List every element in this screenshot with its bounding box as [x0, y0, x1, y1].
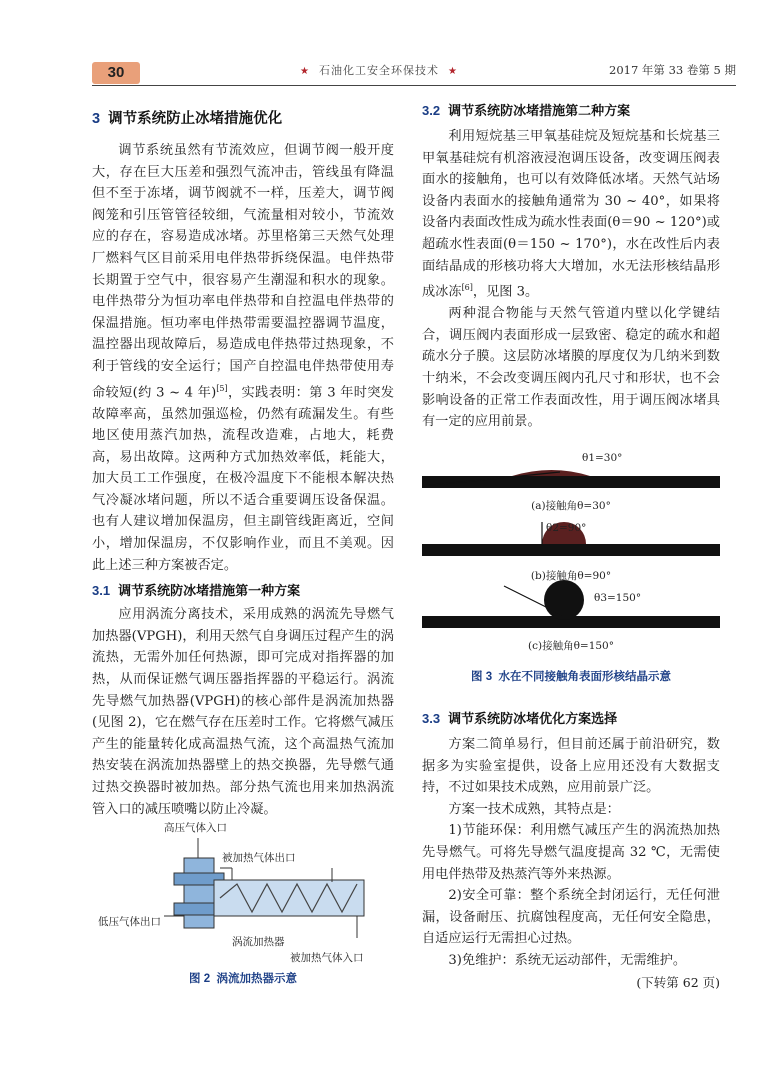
angle-label-a: θ1=30°	[582, 452, 623, 464]
section-number: 3.1	[92, 583, 111, 599]
label-heated-gas-outlet: 被加热气体出口	[222, 852, 296, 864]
section-title: 调节系统防冰堵措施第一种方案	[118, 583, 301, 599]
label-high-pressure-inlet: 高压气体入口	[164, 822, 227, 834]
left-column	[92, 100, 394, 820]
paragraph: 利用短烷基三甲氧基硅烷及短烷基和长烷基三甲氧基硅烷有机溶液浸泡调压设备，改变调压阀表面水的接触角，也可以有效降低冰堵。天然气站场设备内表面水的接触角通常为 30 ~ 40°，如果将设备内表面改性成为疏水性表面(θ＝90 ~ 120°)或超疏水性表面(θ＝150 ~ 170°)，水在改性后内表面结晶成的形核功将大大增加，水无法形核结晶形成冰冻[6]，见图 3。	[422, 129, 720, 300]
star-icon: ★	[300, 66, 310, 77]
paragraph: 应用涡流分离技术，采用成熟的涡流先导燃气加热器(VPGH)，利用天然气自身调压过程产生的涡流热，无需外加任何热源，即可完成对指挥器的加热，从而保证燃气调压器指挥器的平稳运行。涡流先导燃气加热器(VPGH)的核心部件是涡流加热器(见图 2)，它在燃气存在压差时工作。它将燃气减压产生的能量转化成高温热气流，这个高温热气流加热安装在涡流加热器壁上的热交换器，先导燃气通过热交换器时被加热。部分热气流也用来加热涡流管入口的减压喷嘴以防止冷凝。	[92, 607, 394, 817]
paragraph: 方案一技术成熟，其特点是：	[448, 801, 620, 817]
figure-2	[92, 818, 394, 998]
section-title: 调节系统防止冰堵措施优化	[108, 111, 283, 127]
label-low-pressure-outlet: 低压气体出口	[98, 916, 161, 928]
citation[interactable]: [5]	[216, 383, 228, 393]
subcaption-b: (b)接触角θ=90°	[530, 570, 612, 582]
section-number: 3.3	[422, 711, 441, 726]
section-title: 调节系统防冰堵优化方案选择	[448, 711, 618, 726]
issue-info: 2017 年第 33 卷第 5 期	[609, 63, 736, 77]
section-number: 3.2	[422, 103, 441, 118]
angle-label-b: θ2=90°	[546, 522, 587, 534]
paragraph: 2)安全可靠：整个系统全封闭运行，无任何泄漏，设备耐压、抗腐蚀程度高，无任何安全隐患，自适应运行无需担心过热。	[422, 888, 720, 947]
figure-2-caption: 图 2 涡流加热器示意	[189, 973, 297, 985]
section-3-1-heading	[92, 580, 394, 602]
paragraph: 调节系统虽然有节流效应，但调节阀一般开度大，存在巨大压差和强烈气流冲击，管线虽有降温但不至于冻堵，调节阀就不一样，压差大，调节阀阀笼和引压管管径较细，气流量相对较小，节流效应的存在，容易造成冰堵。苏里格第三天然气处理厂燃料气区目前采用电伴热带拆绕保温。电伴热带长期置于空气中，很容易产生潮湿和积水的现象。电伴热带分为恒功率电伴热带和自控温电伴热带的保温措施。恒功率电伴热带需要温控器调节温度，温控器出现故障后，易造成电伴热带过热现象，不利于管线的安全运行；国产自控温电伴热带使用寿命较短(约 3 ~ 4 年)[5]，实践表明：第 3 年时突发故障率高，虽然加强巡检，仍然有疏漏发生。有些地区使用蒸汽加热，流程改造难，占地大，耗费高，易出故障。这两种方式加热效率低，耗能大，加大员工工作强度，在极冷温度下不能根本解决热气冷凝冰堵问题，所以不适合重要调压设备保温。也有人建议增加保温房，但主副管线距离近，空间小，增加保温房，不仅影响作业，而且不美观。因此上述三种方案被否定。	[92, 143, 394, 573]
paragraph: 1)节能环保：利用燃气减压产生的涡流热加热先导燃气。可将先导燃气温度提高 32 ℃，无需使用电伴热带及热蒸汽等外来热源。	[422, 823, 720, 882]
subcaption-a: (a)接触角θ=30°	[531, 500, 611, 512]
figure-3-caption: 图 3 水在不同接触角表面形核结晶示意	[471, 671, 671, 683]
right-column-lower	[422, 708, 720, 993]
header-divider	[92, 85, 736, 86]
paragraph: 3)免维护：系统无运动部件，无需维护。	[448, 952, 687, 968]
label-vortex-heater: 涡流加热器	[232, 936, 285, 948]
section-number: 3	[92, 111, 101, 127]
page-number-badge: 30	[92, 62, 140, 84]
journal-title	[300, 62, 458, 78]
vortex-heater-diagram	[92, 818, 394, 968]
section-3-2-heading	[422, 100, 720, 122]
angle-label-c: θ3=150°	[594, 592, 642, 604]
journal-name: 石油化工安全环保技术	[318, 64, 439, 77]
figure-3	[422, 440, 720, 690]
right-column	[422, 100, 720, 433]
section-title: 调节系统防冰堵措施第二种方案	[448, 103, 631, 118]
section-3-heading	[92, 108, 394, 130]
citation[interactable]: [6]	[461, 283, 473, 293]
star-icon: ★	[447, 66, 458, 77]
paragraph: 方案二简单易行，但目前还属于前沿研究，数据多为实验室提供，设备上应用还没有大数据支持，不过如果技术成熟，应用前景广泛。	[422, 737, 720, 796]
continued-note: (下转第 62 页)	[636, 974, 720, 990]
subcaption-c: (c)接触角θ=150°	[528, 640, 614, 652]
section-3-3-heading	[422, 708, 720, 730]
label-heated-gas-inlet: 被加热气体入口	[290, 952, 364, 964]
paragraph: 两种混合物能与天然气管道内壁以化学键结合，调压阀内表面形成一层致密、稳定的疏水和超疏水分子膜。这层防冰堵膜的厚度仅为几纳米到数十纳米，不会改变调压阀内孔尺寸和形状，也不会影响设备的正常工作表面改性，用于调压阀冰堵具有一定的应用前景。	[422, 306, 720, 430]
